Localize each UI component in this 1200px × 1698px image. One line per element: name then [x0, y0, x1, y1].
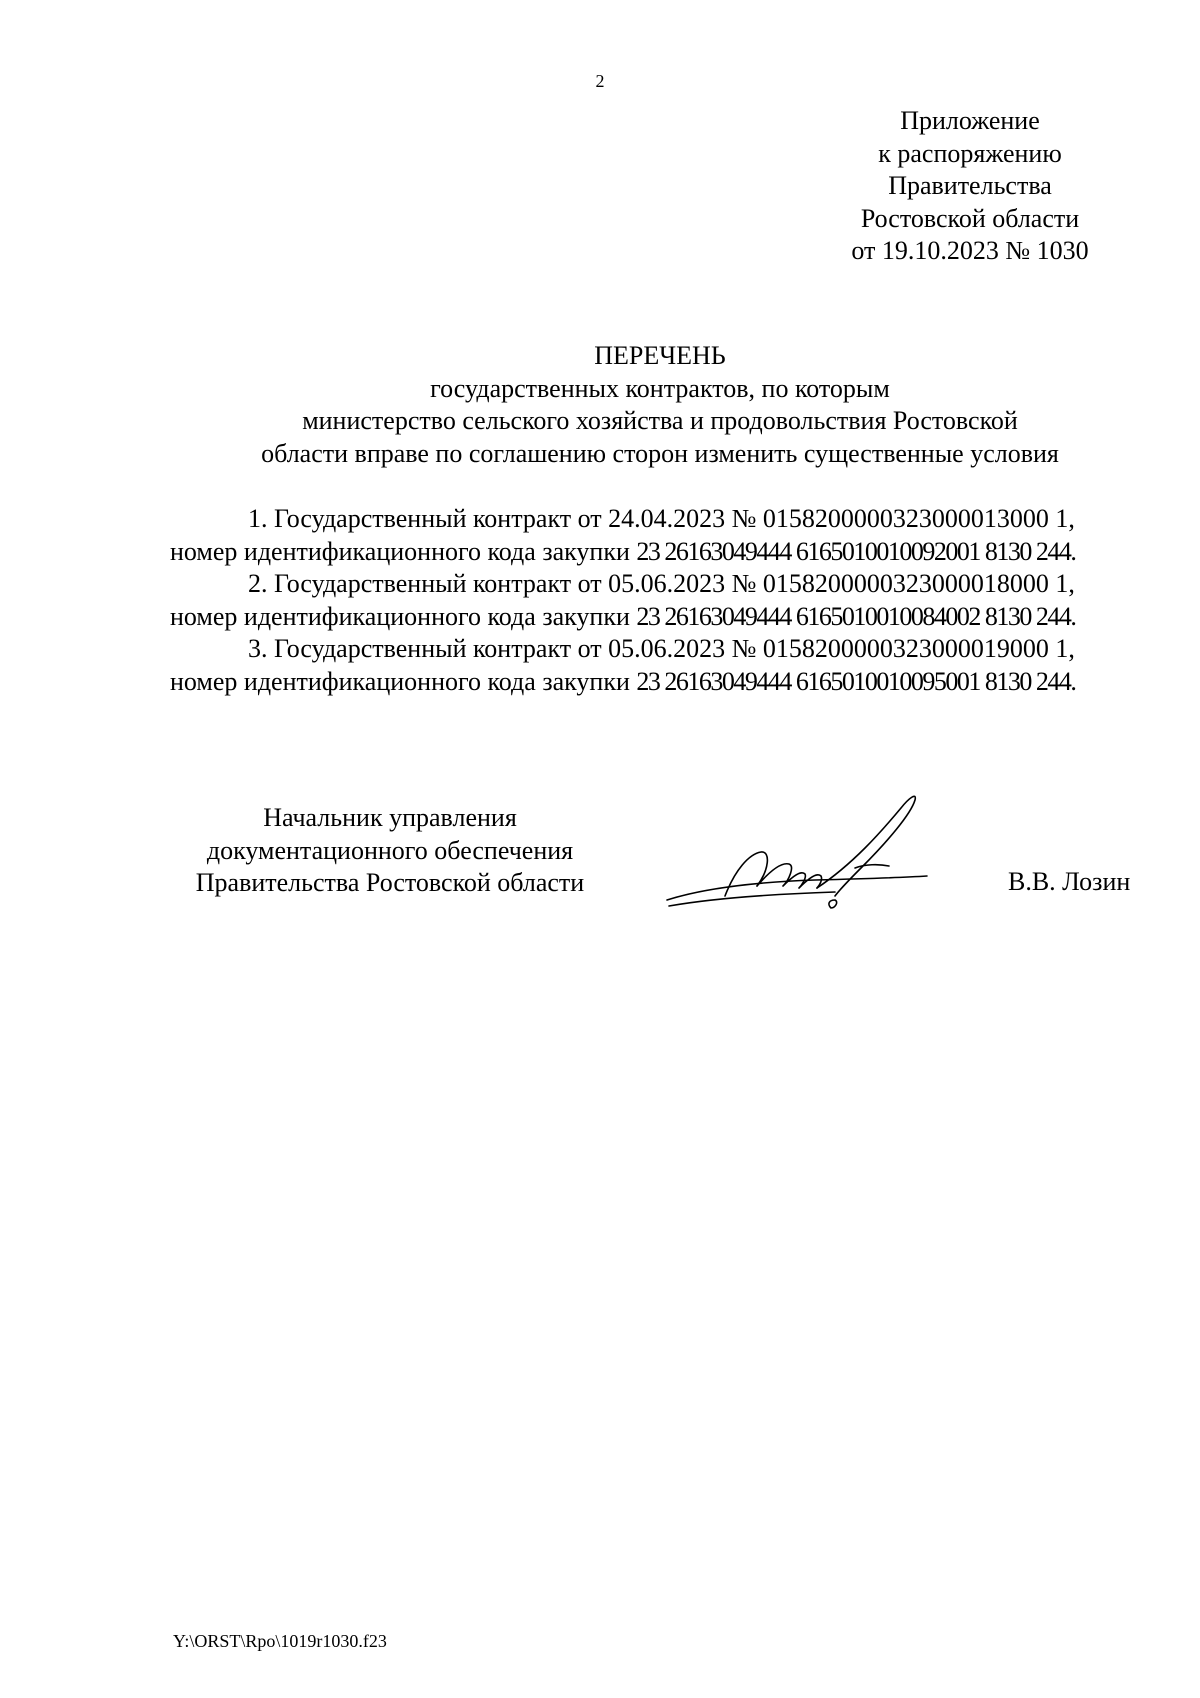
contract-title: 3. Государственный контракт от 05.06.2023 № 0158200000323000019000 1,: [248, 634, 1075, 663]
page-number: 2: [595, 71, 605, 91]
title-line: министерство сельского хозяйства и продовольствия Ростовской: [302, 406, 1018, 435]
contract-title: 2. Государственный контракт от 05.06.2023 № 0158200000323000018000 1,: [248, 569, 1075, 598]
contract-code-label: номер идентификационного кода закупки: [170, 601, 637, 631]
appendix-line: Ростовской области: [860, 203, 1080, 233]
handwritten-signature: [665, 790, 955, 920]
contracts-list: [170, 503, 1150, 698]
title-heading: ПЕРЕЧЕНЬ: [594, 341, 726, 370]
appendix-line: Правительства: [888, 171, 1052, 200]
signer-name: В.В. Лозин: [1008, 867, 1131, 896]
contract-code-label: номер идентификационного кода закупки: [170, 666, 637, 696]
contract-purchase-code-line: [170, 536, 1150, 569]
title-line: государственных контрактов, по которым: [430, 373, 890, 403]
file-path: Y:\ORST\Rpo\1019r1030.f23: [173, 1631, 387, 1651]
appendix-line: Приложение: [900, 106, 1040, 135]
signatory-position-line: документационного обеспечения: [206, 835, 574, 865]
contract-item: [170, 568, 1150, 633]
signatory-position-line: Начальник управления: [263, 803, 517, 832]
contract-purchase-code-line: [170, 601, 1150, 634]
appendix-line: к распоряжению: [878, 138, 1062, 168]
contract-purchase-code: 23 26163049444 6165010010092001 8130 244.: [636, 536, 1076, 566]
title-line: области вправе по соглашению сторон изменить существенные условия: [261, 438, 1059, 468]
appendix-block: [820, 105, 1120, 268]
contract-item: [170, 633, 1150, 698]
contract-title: 1. Государственный контракт от 24.04.2023 № 0158200000323000013000 1,: [248, 504, 1075, 533]
contract-code-label: номер идентификационного кода закупки: [170, 536, 637, 566]
document-title: [150, 340, 1170, 470]
signatory-position: [170, 802, 610, 900]
contract-purchase-code-line: [170, 666, 1150, 699]
signatory-position-line: Правительства Ростовской области: [195, 868, 585, 897]
contract-item: [170, 503, 1150, 568]
appendix-date-number: от 19.10.2023 № 1030: [851, 236, 1089, 265]
contract-purchase-code: 23 26163049444 6165010010095001 8130 244.: [636, 666, 1076, 696]
contract-purchase-code: 23 26163049444 6165010010084002 8130 244.: [636, 601, 1076, 631]
